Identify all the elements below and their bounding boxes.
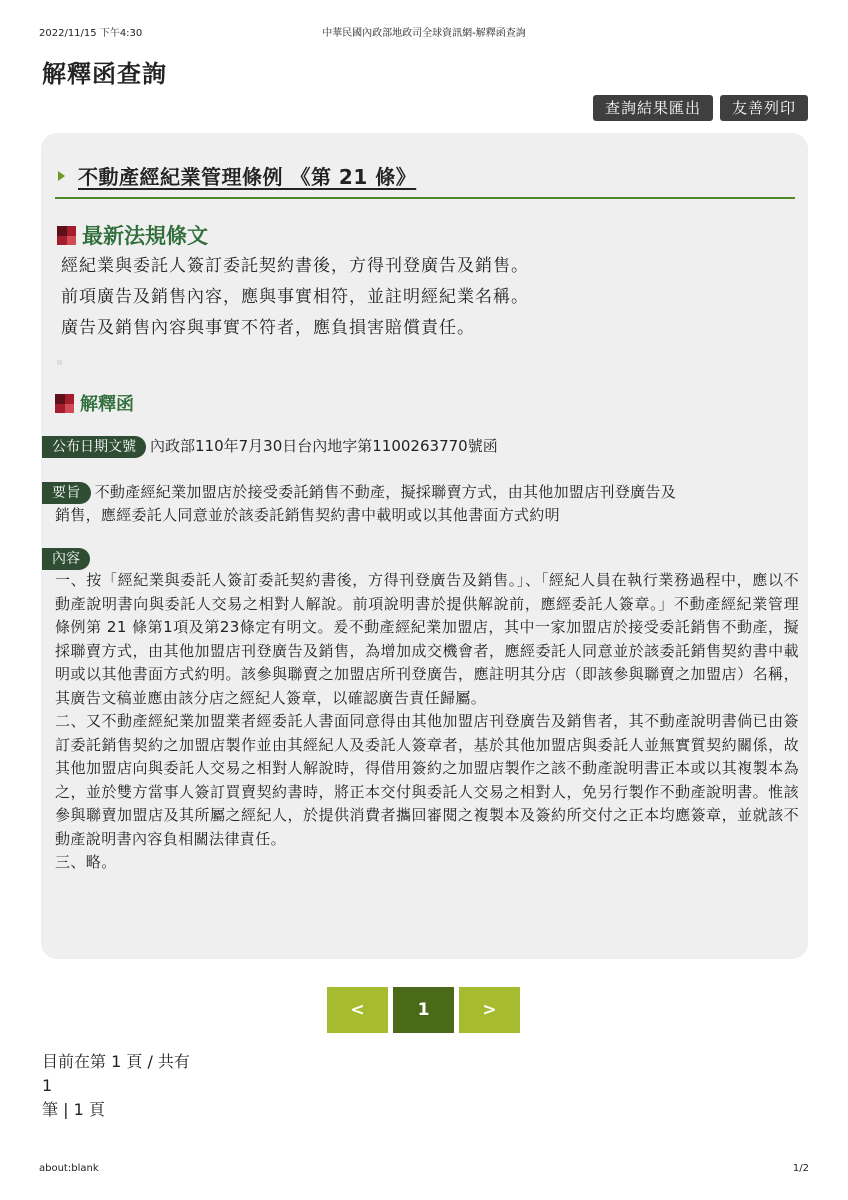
print-header bbox=[39, 24, 809, 38]
red-square-icon bbox=[57, 226, 76, 245]
content-body bbox=[55, 569, 799, 875]
result-panel bbox=[41, 133, 808, 959]
print-datetime: 2022/11/15 下午4:30 bbox=[39, 28, 143, 39]
print-doc-title: 中華民國內政部地政司全球資訊網-解釋函查詢 bbox=[322, 28, 526, 39]
latest-regulation-heading bbox=[57, 220, 208, 250]
prev-page-button[interactable]: < bbox=[327, 987, 388, 1033]
current-page-button[interactable]: 1 bbox=[393, 987, 454, 1033]
publication-line bbox=[42, 435, 498, 458]
next-page-button[interactable]: > bbox=[459, 987, 520, 1033]
page-title: 解釋函查詢 bbox=[42, 60, 167, 88]
regulation-line: 廣告及銷售內容與事實不符者，應負損害賠償責任。 bbox=[61, 318, 475, 338]
summary-tag: 要旨 bbox=[42, 482, 91, 504]
spacer-dot bbox=[57, 360, 62, 365]
pagination bbox=[327, 987, 520, 1033]
print-url: about:blank bbox=[39, 1163, 99, 1174]
content-paragraph: 三、略。 bbox=[55, 853, 117, 871]
latest-regulation-title: 最新法規條文 bbox=[82, 224, 208, 248]
regulation-line: 前項廣告及銷售內容，應與事實相符，並註明經紀業名稱。 bbox=[61, 287, 529, 307]
publication-value: 內政部110年7月30日台內地字第1100263770號函 bbox=[150, 437, 498, 455]
summary-line: 不動產經紀業加盟店於接受委託銷售不動產，擬採聯賣方式，由其他加盟店刊登廣告及 bbox=[94, 483, 677, 501]
page-status-line: 筆 | 1 頁 bbox=[42, 1100, 105, 1119]
summary-line: 銷售，應經委託人同意並於該委託銷售契約書中載明或以其他書面方式約明 bbox=[55, 506, 560, 524]
interpretation-heading bbox=[55, 390, 134, 416]
page-status-line: 1 bbox=[42, 1076, 53, 1095]
content-paragraph: 一、按「經紀業與委託人簽訂委託契約書後，方得刊登廣告及銷售。」、「經紀人員在執行業務過程中，應以不動產說明書向與委託人交易之相對人解說。前項說明書於提供解說前，應經委託人簽章。」不動產經紀業管理條例第 21 條第1項及第23條定有明文。爰不動產經紀業加盟店，其中一家加盟店於接受委託銷售不動產，擬採聯賣方式，由其他加盟店刊登廣告及銷售，為增加成交機會者，應經委託人同意並於該委託銷售契約書中載明或以其他書面方式約明。該參與聯賣之加盟店所刊登廣告，應註明其分店（即該參與聯賣之加盟店）名稱，其廣告文稿並應由該分店之經紀人簽章，以確認廣告責任歸屬。 bbox=[55, 571, 799, 707]
content-tag-wrap bbox=[42, 548, 94, 570]
toolbar bbox=[593, 95, 808, 121]
law-heading-link[interactable]: 不動產經紀業管理條例 《第 21 條》 bbox=[78, 165, 417, 189]
regulation-line: 經紀業與委託人簽訂委託契約書後，方得刊登廣告及銷售。 bbox=[61, 256, 529, 276]
page-status-line: 目前在第 1 頁 / 共有 bbox=[42, 1052, 190, 1071]
law-heading bbox=[58, 161, 416, 190]
publication-tag: 公布日期文號 bbox=[42, 436, 146, 458]
triangle-right-icon bbox=[58, 171, 65, 181]
red-square-icon bbox=[55, 394, 74, 413]
content-tag: 內容 bbox=[42, 548, 90, 570]
interpretation-title: 解釋函 bbox=[80, 394, 134, 415]
friendly-print-button[interactable]: 友善列印 bbox=[720, 95, 808, 121]
summary-block bbox=[42, 481, 800, 527]
divider bbox=[55, 197, 795, 199]
export-results-button[interactable]: 查詢結果匯出 bbox=[593, 95, 713, 121]
latest-regulation-text bbox=[61, 251, 529, 344]
print-page-number: 1/2 bbox=[792, 1163, 809, 1174]
content-paragraph: 二、又不動產經紀業加盟業者經委託人書面同意得由其他加盟店刊登廣告及銷售者，其不動產說明書倘已由簽訂委託銷售契約之加盟店製作並由其經紀人及委託人簽章者，基於其他加盟店與委託人並無實質契約關係，故其他加盟店向與委託人交易之相對人解說時，得借用簽約之加盟店製作之該不動產說明書正本或以其複製本為之，並於雙方當事人簽訂買賣契約書時，將正本交付與委託人交易之相對人，免另行製作不動產說明書。惟該參與聯賣加盟店及其所屬之經紀人，於提供消費者攜回審閱之複製本及簽約所交付之正本均應簽章，並就該不動產說明書內容負相關法律責任。 bbox=[55, 712, 799, 848]
page-status bbox=[42, 1050, 190, 1122]
